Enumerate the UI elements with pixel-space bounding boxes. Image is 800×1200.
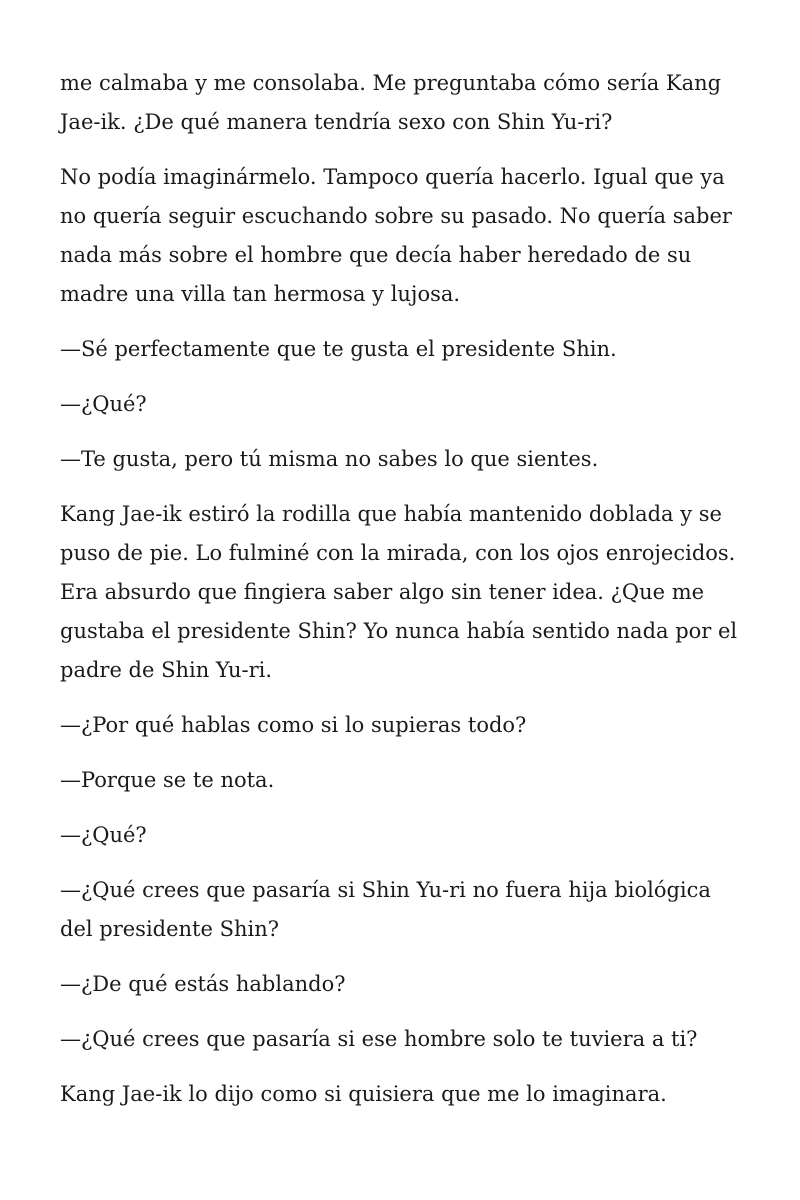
dialogue-line: —¿Qué crees que pasaría si Shin Yu-ri no fuera hija biológica del presidente Shin? — [60, 878, 711, 941]
dialogue-line: —¿Qué crees que pasaría si ese hombre solo te tuviera a ti? — [60, 1027, 698, 1051]
dialogue-line: —¿De qué estás hablando? — [60, 972, 346, 996]
page-text — [60, 64, 750, 1130]
paragraph: Kang Jae-ik lo dijo como si quisiera que me lo imaginara. — [60, 1082, 667, 1106]
paragraph: Kang Jae-ik estiró la rodilla que había mantenido doblada y se puso de pie. Lo fulminé con la mirada, con los ojos enrojecidos. Era absurdo que fingiera saber algo sin tener idea. ¿Que me gustaba el presidente Shin? Yo nunca había sentido nada por el padre de Shin Yu-ri. — [60, 502, 738, 682]
paragraph: me calmaba y me consolaba. Me preguntaba cómo sería Kang Jae-ik. ¿De qué manera tendría sexo con Shin Yu-ri? — [60, 71, 722, 134]
dialogue-line: —¿Qué? — [60, 823, 147, 847]
dialogue-line: —¿Por qué hablas como si lo supieras todo? — [60, 713, 527, 737]
dialogue-line: —Te gusta, pero tú misma no sabes lo que sientes. — [60, 447, 599, 471]
dialogue-line: —Sé perfectamente que te gusta el presidente Shin. — [60, 337, 617, 361]
dialogue-line: —Porque se te nota. — [60, 768, 275, 792]
dialogue-line: —¿Qué? — [60, 392, 147, 416]
paragraph: No podía imaginármelo. Tampoco quería hacerlo. Igual que ya no quería seguir escuchando sobre su pasado. No quería saber nada más sobre el hombre que decía haber heredado de su madre una villa tan hermosa y lujosa. — [60, 165, 732, 306]
